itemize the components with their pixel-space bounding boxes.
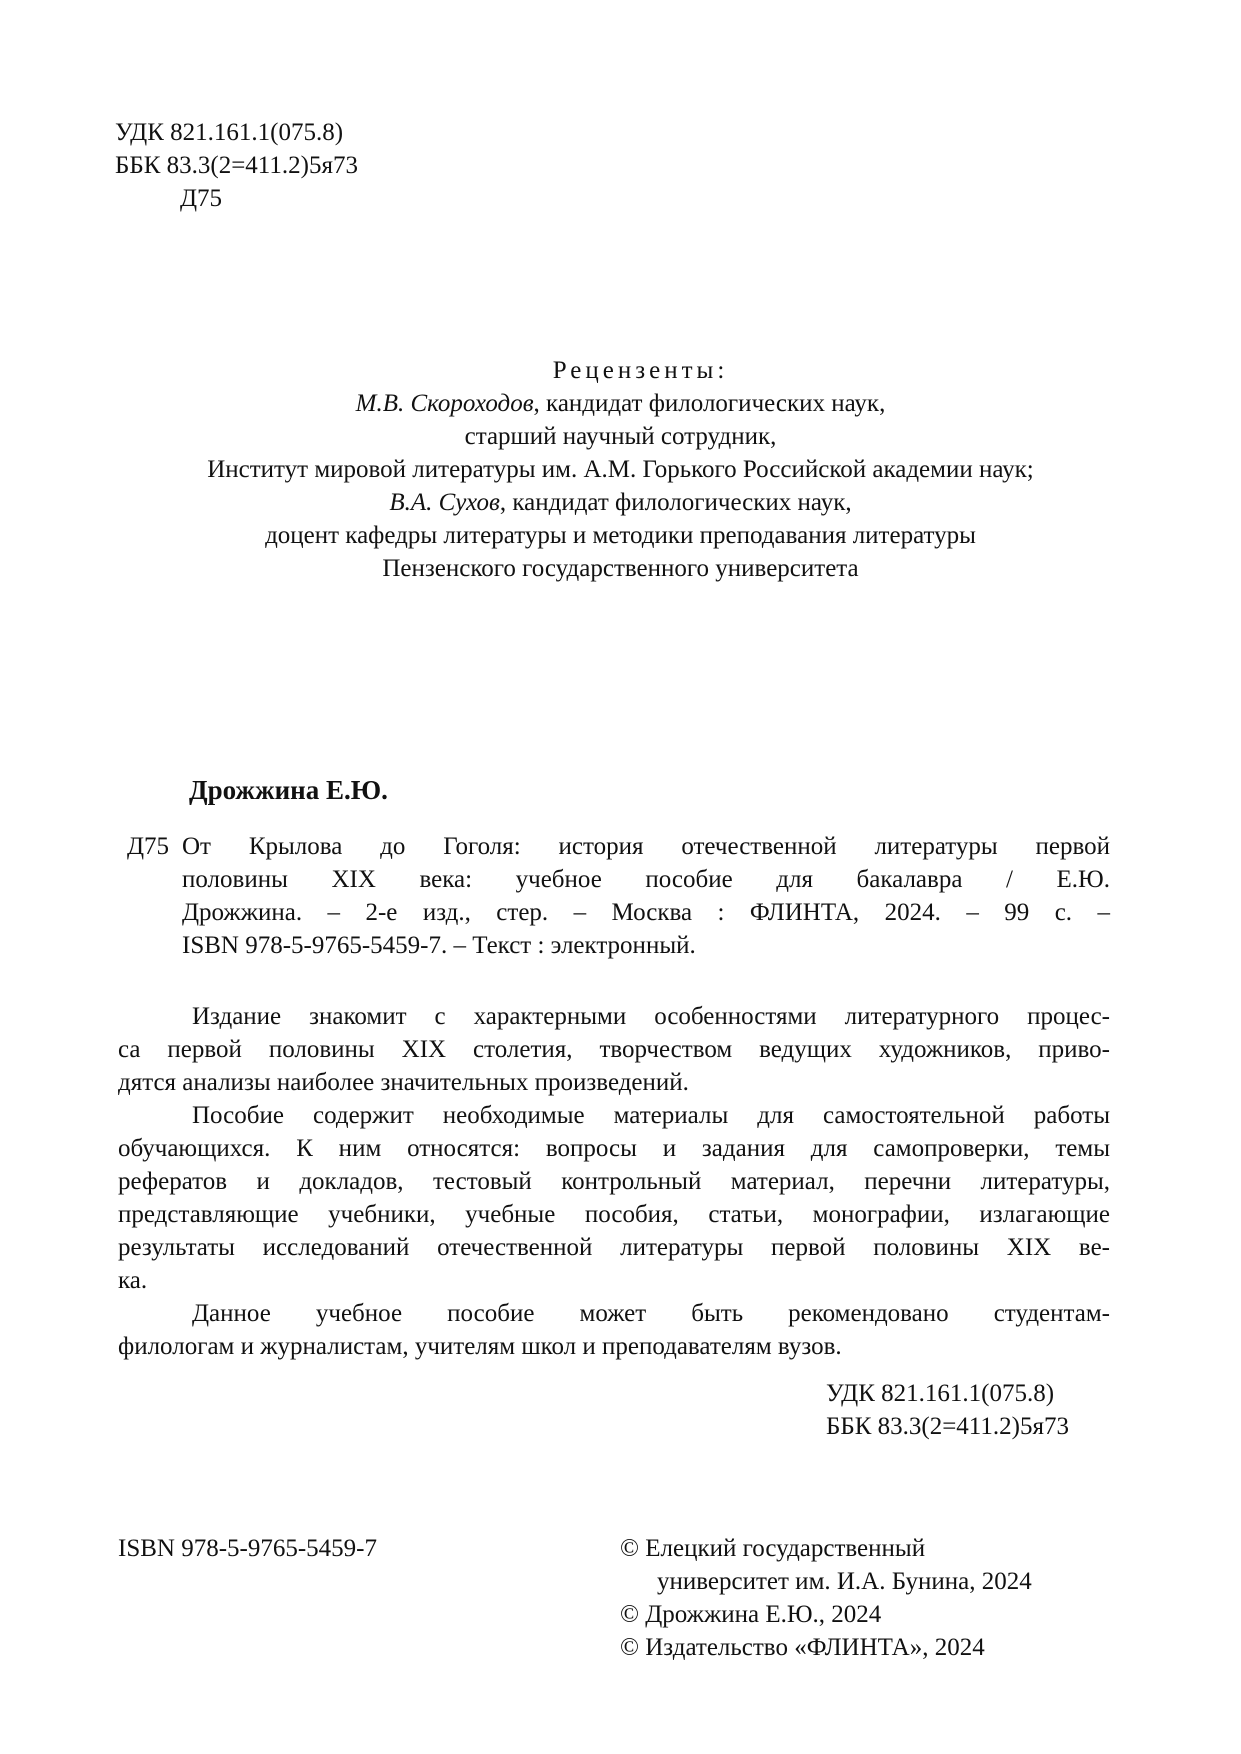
reviewers-heading: Рецензенты: — [552, 357, 729, 384]
reviewer-1-position: старший научный сотрудник, — [464, 423, 777, 450]
reviewer-2-line-1 — [0, 486, 1241, 519]
reviewer-2-affiliation: Пензенского государственного университета — [382, 555, 859, 582]
author-heading: Дрожжина Е.Ю. — [189, 775, 388, 805]
udk-code: УДК 821.161.1(075.8) — [115, 119, 344, 146]
reviewer-2-position: доцент кафедры литературы и методики преподавания литературы — [265, 522, 976, 549]
annotation-line: Данное учебное пособие может быть рекомендовано студентам- — [192, 1300, 1110, 1327]
reviewer-1-line-1 — [0, 387, 1241, 420]
bbk-code: ББК 83.3(2=411.2)5я73 — [826, 1413, 1069, 1440]
copyrights — [620, 1532, 1032, 1664]
biblio-line: половины XIX века: учебное пособие для бакалавра / Е.Ю. — [182, 866, 1110, 893]
annotation — [118, 1000, 1110, 1363]
biblio-code: Д75 — [127, 833, 170, 860]
reviewer-1-degree: , кандидат филологических наук, — [533, 390, 886, 417]
annotation-line: рефератов и докладов, тестовый контрольный материал, перечни литературы, — [118, 1168, 1110, 1195]
copyright-publisher: © Издательство «ФЛИНТА», 2024 — [620, 1634, 985, 1661]
annotation-line: филологам и журналистам, учителям школ и преподавателям вузов. — [118, 1333, 842, 1360]
annotation-line: Издание знакомит с характерными особенностями литературного процес- — [192, 1003, 1110, 1030]
reviewer-1-name: М.В. Скороходов — [355, 390, 534, 417]
biblio-line: ISBN 978-5-9765-5459-7. – Текст : электронный. — [182, 932, 696, 959]
copyright-university-cont: университет им. И.А. Бунина, 2024 — [657, 1568, 1032, 1595]
annotation-line: представляющие учебники, учебные пособия, статьи, монографии, излагающие — [118, 1201, 1110, 1228]
annotation-line: результаты исследований отечественной литературы первой половины XIX ве- — [118, 1234, 1110, 1261]
reviewer-2-name: В.А. Сухов — [389, 489, 500, 516]
annotation-line: Пособие содержит необходимые материалы для самостоятельной работы — [192, 1102, 1110, 1129]
udk-code: УДК 821.161.1(075.8) — [826, 1380, 1055, 1407]
author-sign: Д75 — [180, 185, 223, 212]
annotation-line: обучающихся. К ним относятся: вопросы и задания для самопроверки, темы — [118, 1135, 1110, 1162]
annotation-line: са первой половины XIX столетия, творчеством ведущих художников, приво- — [118, 1036, 1110, 1063]
biblio-line: От Крылова до Гоголя: история отечественной литературы первой — [182, 833, 1110, 860]
reviewer-1-affiliation: Институт мировой литературы им. А.М. Горького Российской академии наук; — [207, 456, 1034, 483]
biblio-line: Дрожжина. – 2-е изд., стер. – Москва : ФЛИНТА, 2024. – 99 с. – — [182, 899, 1110, 926]
bottom-classification — [826, 1377, 1069, 1443]
top-classification — [115, 116, 358, 215]
bbk-code: ББК 83.3(2=411.2)5я73 — [115, 152, 358, 179]
annotation-line: ка. — [118, 1267, 148, 1294]
copyright-university: © Елецкий государственный — [620, 1535, 926, 1562]
copyright-author: © Дрожжина Е.Ю., 2024 — [620, 1601, 882, 1628]
annotation-line: дятся анализы наиболее значительных произведений. — [118, 1069, 689, 1096]
reviewers-section — [0, 354, 1241, 585]
isbn: ISBN 978-5-9765-5459-7 — [118, 1535, 378, 1562]
biblio-record — [182, 830, 1110, 962]
reviewer-2-degree: , кандидат филологических наук, — [499, 489, 852, 516]
